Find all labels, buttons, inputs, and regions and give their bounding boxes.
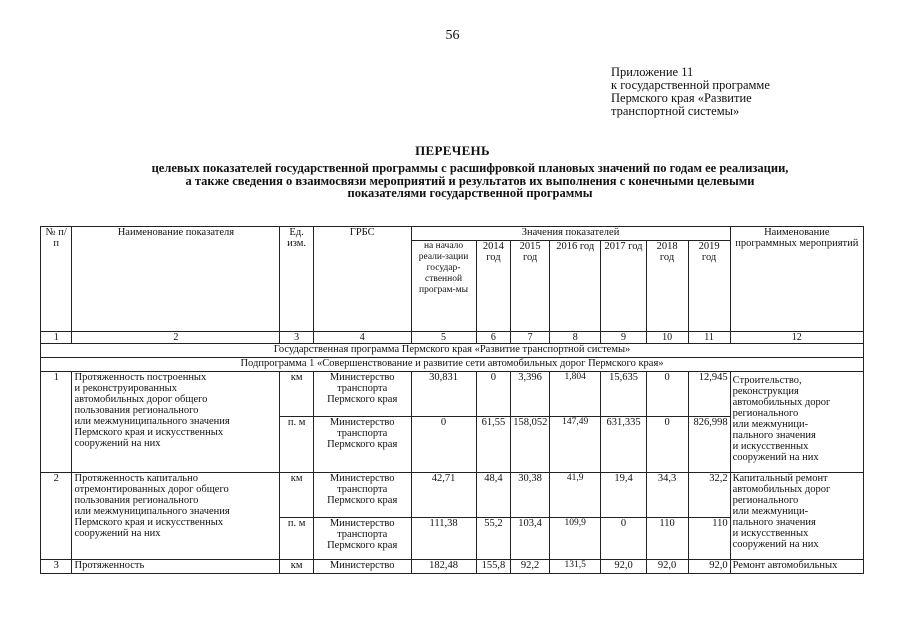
header-measures: Наименование программных мероприятий xyxy=(730,227,863,332)
row-name: Протяженность xyxy=(72,560,280,574)
row-name: Протяженность капитально отремонтированных дорог общего пользования регионального или межмуниципального значения Пермского края и искусственных сооружений на них xyxy=(72,473,280,560)
table-row xyxy=(41,473,864,518)
header-grbs: ГРБС xyxy=(313,227,411,332)
row-unit: п. м xyxy=(280,417,314,473)
appendix-note xyxy=(611,66,770,118)
value-2015: 3,396 xyxy=(511,372,550,417)
row-unit: км xyxy=(280,473,314,518)
value-2016: 1,804 xyxy=(550,372,601,417)
subprogram-title-row xyxy=(41,358,864,372)
column-number: 6 xyxy=(476,332,511,344)
value-start: 182,48 xyxy=(411,560,476,574)
subtitle-line: показателями государственной программы xyxy=(347,186,593,200)
value-2014: 61,55 xyxy=(476,417,511,473)
header-values-group: Значения показателей xyxy=(411,227,730,241)
column-number: 11 xyxy=(688,332,730,344)
row-grbs: Министерство транспорта Пермского края xyxy=(313,372,411,417)
value-2016: 131,5 xyxy=(550,560,601,574)
value-2017: 92,0 xyxy=(601,560,646,574)
header-name: Наименование показателя xyxy=(72,227,280,332)
header-2018: 2018 год xyxy=(646,241,688,332)
header-start: на начало реали-зации государ-ственной програм-мы xyxy=(411,241,476,332)
value-2017: 631,335 xyxy=(601,417,646,473)
row-measures: Строительство, реконструкция автомобильных дорог регионального или межмуници- пального значения и искусственных сооружений на них xyxy=(730,372,863,473)
row-measures: Ремонт автомобильных xyxy=(730,560,863,574)
column-number-row xyxy=(41,332,864,344)
value-2014: 0 xyxy=(476,372,511,417)
appendix-line: к государственной программе xyxy=(611,78,770,92)
row-grbs: Министерство транспорта Пермского края xyxy=(313,473,411,518)
value-2014: 48,4 xyxy=(476,473,511,518)
program-title: Государственная программа Пермского края «Развитие транспортной системы» xyxy=(41,344,864,358)
value-start: 0 xyxy=(411,417,476,473)
indicators-table xyxy=(40,226,864,574)
value-2016: 41,9 xyxy=(550,473,601,518)
column-number: 12 xyxy=(730,332,863,344)
value-2014: 55,2 xyxy=(476,518,511,560)
table-row xyxy=(41,560,864,574)
row-unit: км xyxy=(280,372,314,417)
column-number: 10 xyxy=(646,332,688,344)
row-name: Протяженность построенных и реконструированных автомобильных дорог общего пользования регионального или межмуниципального значения Пермского края и искусственных сооружений на них xyxy=(72,372,280,473)
row-unit: км xyxy=(280,560,314,574)
value-start: 30,831 xyxy=(411,372,476,417)
subtitle-line: а также сведения о взаимосвязи мероприятий и результатов их выполнения с конечными целевыми xyxy=(185,173,755,188)
row-grbs: Министерство xyxy=(313,560,411,574)
value-2015: 30,38 xyxy=(511,473,550,518)
column-number: 4 xyxy=(313,332,411,344)
value-2018: 0 xyxy=(646,417,688,473)
appendix-line: Приложение 11 xyxy=(611,65,694,79)
column-number: 8 xyxy=(550,332,601,344)
value-2016: 109,9 xyxy=(550,518,601,560)
row-num: 1 xyxy=(41,372,72,473)
value-2018: 0 xyxy=(646,372,688,417)
document-subtitle xyxy=(70,162,870,200)
value-2015: 158,052 xyxy=(511,417,550,473)
header-num: № п/п xyxy=(41,227,72,332)
value-2018: 110 xyxy=(646,518,688,560)
header-2016: 2016 год xyxy=(550,241,601,332)
row-measures: Капитальный ремонт автомобильных дорог регионального или межмуници- пального значения и искусственных сооружений на них xyxy=(730,473,863,560)
page-number: 56 xyxy=(445,28,460,43)
column-number: 3 xyxy=(280,332,314,344)
appendix-line: транспортной системы» xyxy=(611,104,740,118)
appendix-line: Пермского края «Развитие xyxy=(611,91,752,105)
row-grbs: Министерство транспорта Пермского края xyxy=(313,518,411,560)
value-2019: 12,945 xyxy=(688,372,730,417)
value-start: 42,71 xyxy=(411,473,476,518)
value-2017: 15,635 xyxy=(601,372,646,417)
subprogram-title: Подпрограмма 1 «Совершенствование и развитие сети автомобильных дорог Пермского края» xyxy=(41,358,864,372)
column-number: 7 xyxy=(511,332,550,344)
column-number: 5 xyxy=(411,332,476,344)
table-row xyxy=(41,372,864,417)
value-2018: 92,0 xyxy=(646,560,688,574)
value-2017: 0 xyxy=(601,518,646,560)
header-2015: 2015 год xyxy=(511,241,550,332)
row-num: 3 xyxy=(41,560,72,574)
header-2014: 2014 год xyxy=(476,241,511,332)
document-title: ПЕРЕЧЕНЬ xyxy=(415,143,490,158)
row-unit: п. м xyxy=(280,518,314,560)
value-2019: 826,998 xyxy=(688,417,730,473)
program-title-row xyxy=(41,344,864,358)
value-2017: 19,4 xyxy=(601,473,646,518)
value-2015: 92,2 xyxy=(511,560,550,574)
value-2019: 110 xyxy=(688,518,730,560)
row-num: 2 xyxy=(41,473,72,560)
header-2017: 2017 год xyxy=(601,241,646,332)
row-grbs: Министерство транспорта Пермского края xyxy=(313,417,411,473)
header-row xyxy=(41,227,864,241)
column-number: 1 xyxy=(41,332,72,344)
value-2018: 34,3 xyxy=(646,473,688,518)
header-2019: 2019 год xyxy=(688,241,730,332)
column-number: 9 xyxy=(601,332,646,344)
subtitle-line: целевых показателей государственной программы с расшифровкой плановых значений по годам ее реализации, xyxy=(151,161,789,175)
column-number: 2 xyxy=(72,332,280,344)
value-start: 111,38 xyxy=(411,518,476,560)
value-2014: 155,8 xyxy=(476,560,511,574)
value-2019: 92,0 xyxy=(688,560,730,574)
value-2019: 32,2 xyxy=(688,473,730,518)
value-2016: 147,49 xyxy=(550,417,601,473)
value-2015: 103,4 xyxy=(511,518,550,560)
header-unit: Ед. изм. xyxy=(280,227,314,332)
